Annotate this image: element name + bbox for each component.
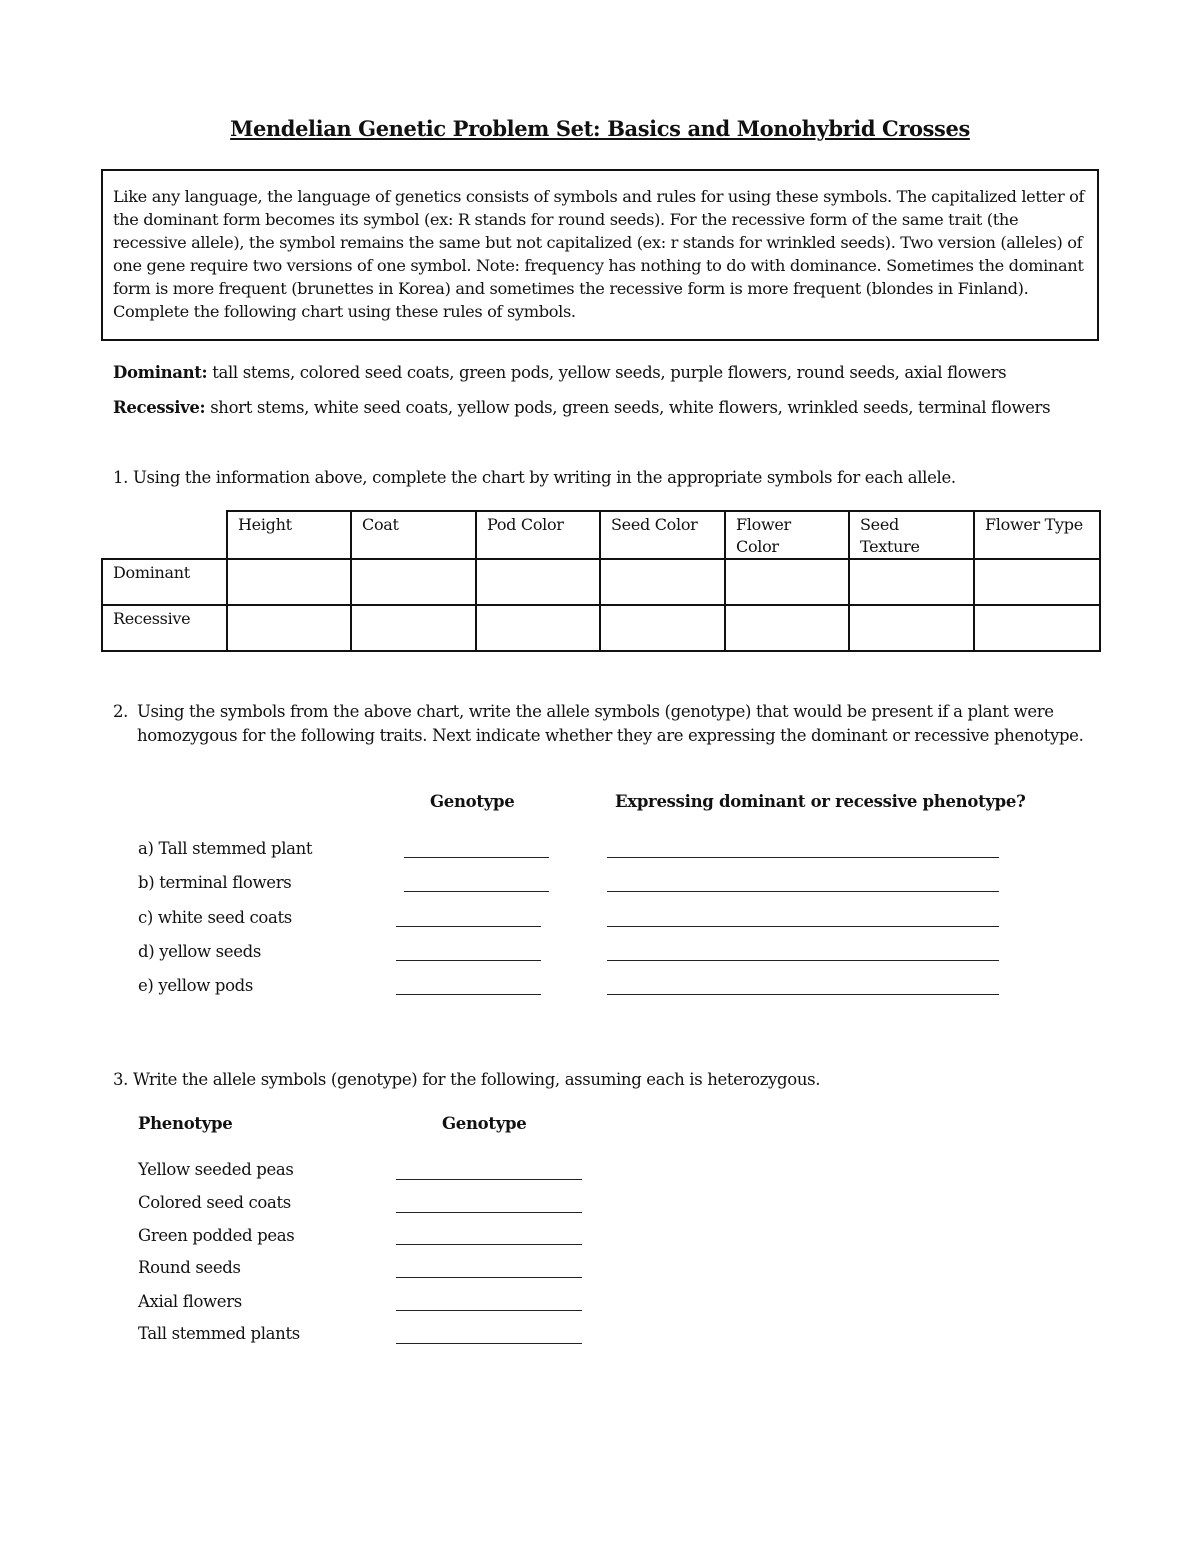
chart-cell[interactable] [476,559,600,605]
chart-cell[interactable] [974,605,1100,651]
q2-expressing-header: Expressing dominant or recessive phenotype? [615,792,1026,811]
q2-expressing-blank-d[interactable] [607,960,999,961]
q3-item-yellow-seeded-peas: Yellow seeded peas [138,1160,294,1179]
q3-item-green-podded-peas: Green podded peas [138,1226,295,1245]
q2-expressing-blank-e[interactable] [607,994,999,995]
q2-genotype-blank-b[interactable] [404,891,549,892]
chart-cell[interactable] [227,559,351,605]
q2-item-c: c) white seed coats [138,908,292,927]
q2-expressing-blank-b[interactable] [607,891,999,892]
chart-cell[interactable] [600,605,725,651]
chart-row-recessive [102,605,1100,651]
q3-item-tall-stemmed-plants: Tall stemmed plants [138,1324,300,1343]
q2-expressing-blank-a[interactable] [607,857,999,858]
chart-col-height: Height [227,511,351,559]
chart-cell[interactable] [227,605,351,651]
chart-cell[interactable] [476,605,600,651]
chart-cell[interactable] [974,559,1100,605]
chart-col-flower-color: Flower Color [725,511,849,559]
chart-cell[interactable] [351,559,476,605]
q2-item-b: b) terminal flowers [138,873,292,892]
q2-genotype-blank-a[interactable] [404,857,549,858]
question-2-text: Using the symbols from the above chart, write the allele symbols (genotype) that would be present if a plant were homozygous for the following traits. Next indicate whether they are expressing the dominant or recessive phenotype. [137,702,1084,745]
question-3-text: Write the allele symbols (genotype) for the following, assuming each is heterozygous. [132,1070,821,1089]
q3-genotype-blank[interactable] [396,1310,582,1311]
q3-phenotype-header: Phenotype [138,1114,233,1133]
q2-genotype-blank-e[interactable] [396,994,541,995]
q3-genotype-blank[interactable] [396,1277,582,1278]
chart-cell[interactable] [725,605,849,651]
chart-corner-cell [102,511,227,559]
chart-cell[interactable] [849,559,974,605]
chart-row-label-recessive: Recessive [102,605,227,651]
dominant-label: Dominant: [113,363,208,382]
page-title: Mendelian Genetic Problem Set: Basics and Monohybrid Crosses [230,116,970,141]
chart-row-dominant [102,559,1100,605]
chart-cell[interactable] [600,559,725,605]
chart-col-coat: Coat [351,511,476,559]
q3-genotype-header: Genotype [442,1114,527,1133]
q2-item-d: d) yellow seeds [138,942,261,961]
q3-item-axial-flowers: Axial flowers [138,1292,242,1311]
recessive-text: short stems, white seed coats, yellow pods, green seeds, white flowers, wrinkled seeds, terminal flowers [210,398,1051,417]
chart-col-seed-texture: Seed Texture [849,511,974,559]
q3-genotype-blank[interactable] [396,1179,582,1180]
q2-expressing-blank-c[interactable] [607,926,999,927]
q2-genotype-blank-d[interactable] [396,960,541,961]
chart-row-label-dominant: Dominant [102,559,227,605]
dominant-text: tall stems, colored seed coats, green pods, yellow seeds, purple flowers, round seeds, axial flowers [212,363,1007,382]
chart-cell[interactable] [351,605,476,651]
q3-genotype-blank[interactable] [396,1343,582,1344]
recessive-label: Recessive: [113,398,206,417]
q3-item-round-seeds: Round seeds [138,1258,241,1277]
dominant-traits-line [113,363,1006,382]
q2-item-a: a) Tall stemmed plant [138,839,313,858]
recessive-traits-line [113,398,1050,417]
question-3-number: 3. [113,1070,129,1089]
question-3 [113,1068,820,1092]
question-1-text: Using the information above, complete the chart by writing in the appropriate symbols for each allele. [132,468,956,487]
q3-item-colored-seed-coats: Colored seed coats [138,1193,291,1212]
question-2-number: 2. [113,702,129,721]
chart-col-flower-type: Flower Type [974,511,1100,559]
q3-genotype-blank[interactable] [396,1212,582,1213]
allele-chart [101,510,1101,652]
q3-genotype-blank[interactable] [396,1244,582,1245]
chart-header-row [102,511,1100,559]
chart-cell[interactable] [849,605,974,651]
question-1 [113,466,1103,490]
q2-genotype-blank-c[interactable] [396,926,541,927]
question-1-number: 1. [113,468,129,487]
chart-col-pod-color: Pod Color [476,511,600,559]
q2-genotype-header: Genotype [430,792,515,811]
chart-col-seed-color: Seed Color [600,511,725,559]
chart-cell[interactable] [725,559,849,605]
q2-item-e: e) yellow pods [138,976,254,995]
intro-box: Like any language, the language of genetics consists of symbols and rules for using these symbols. The capitalized letter of the dominant form becomes its symbol (ex: R stands for round seeds). For the recessive form of the same trait (the recessive allele), the symbol remains the same but not capitalized (ex: r stands for wrinkled seeds). Two version (alleles) of one gene require two versions of one symbol. Note: frequency has nothing to do with dominance. Sometimes the dominant form is more frequent (brunettes in Korea) and sometimes the recessive form is more frequent (blondes in Finland). Complete the following chart using these rules of symbols. [101,169,1099,341]
